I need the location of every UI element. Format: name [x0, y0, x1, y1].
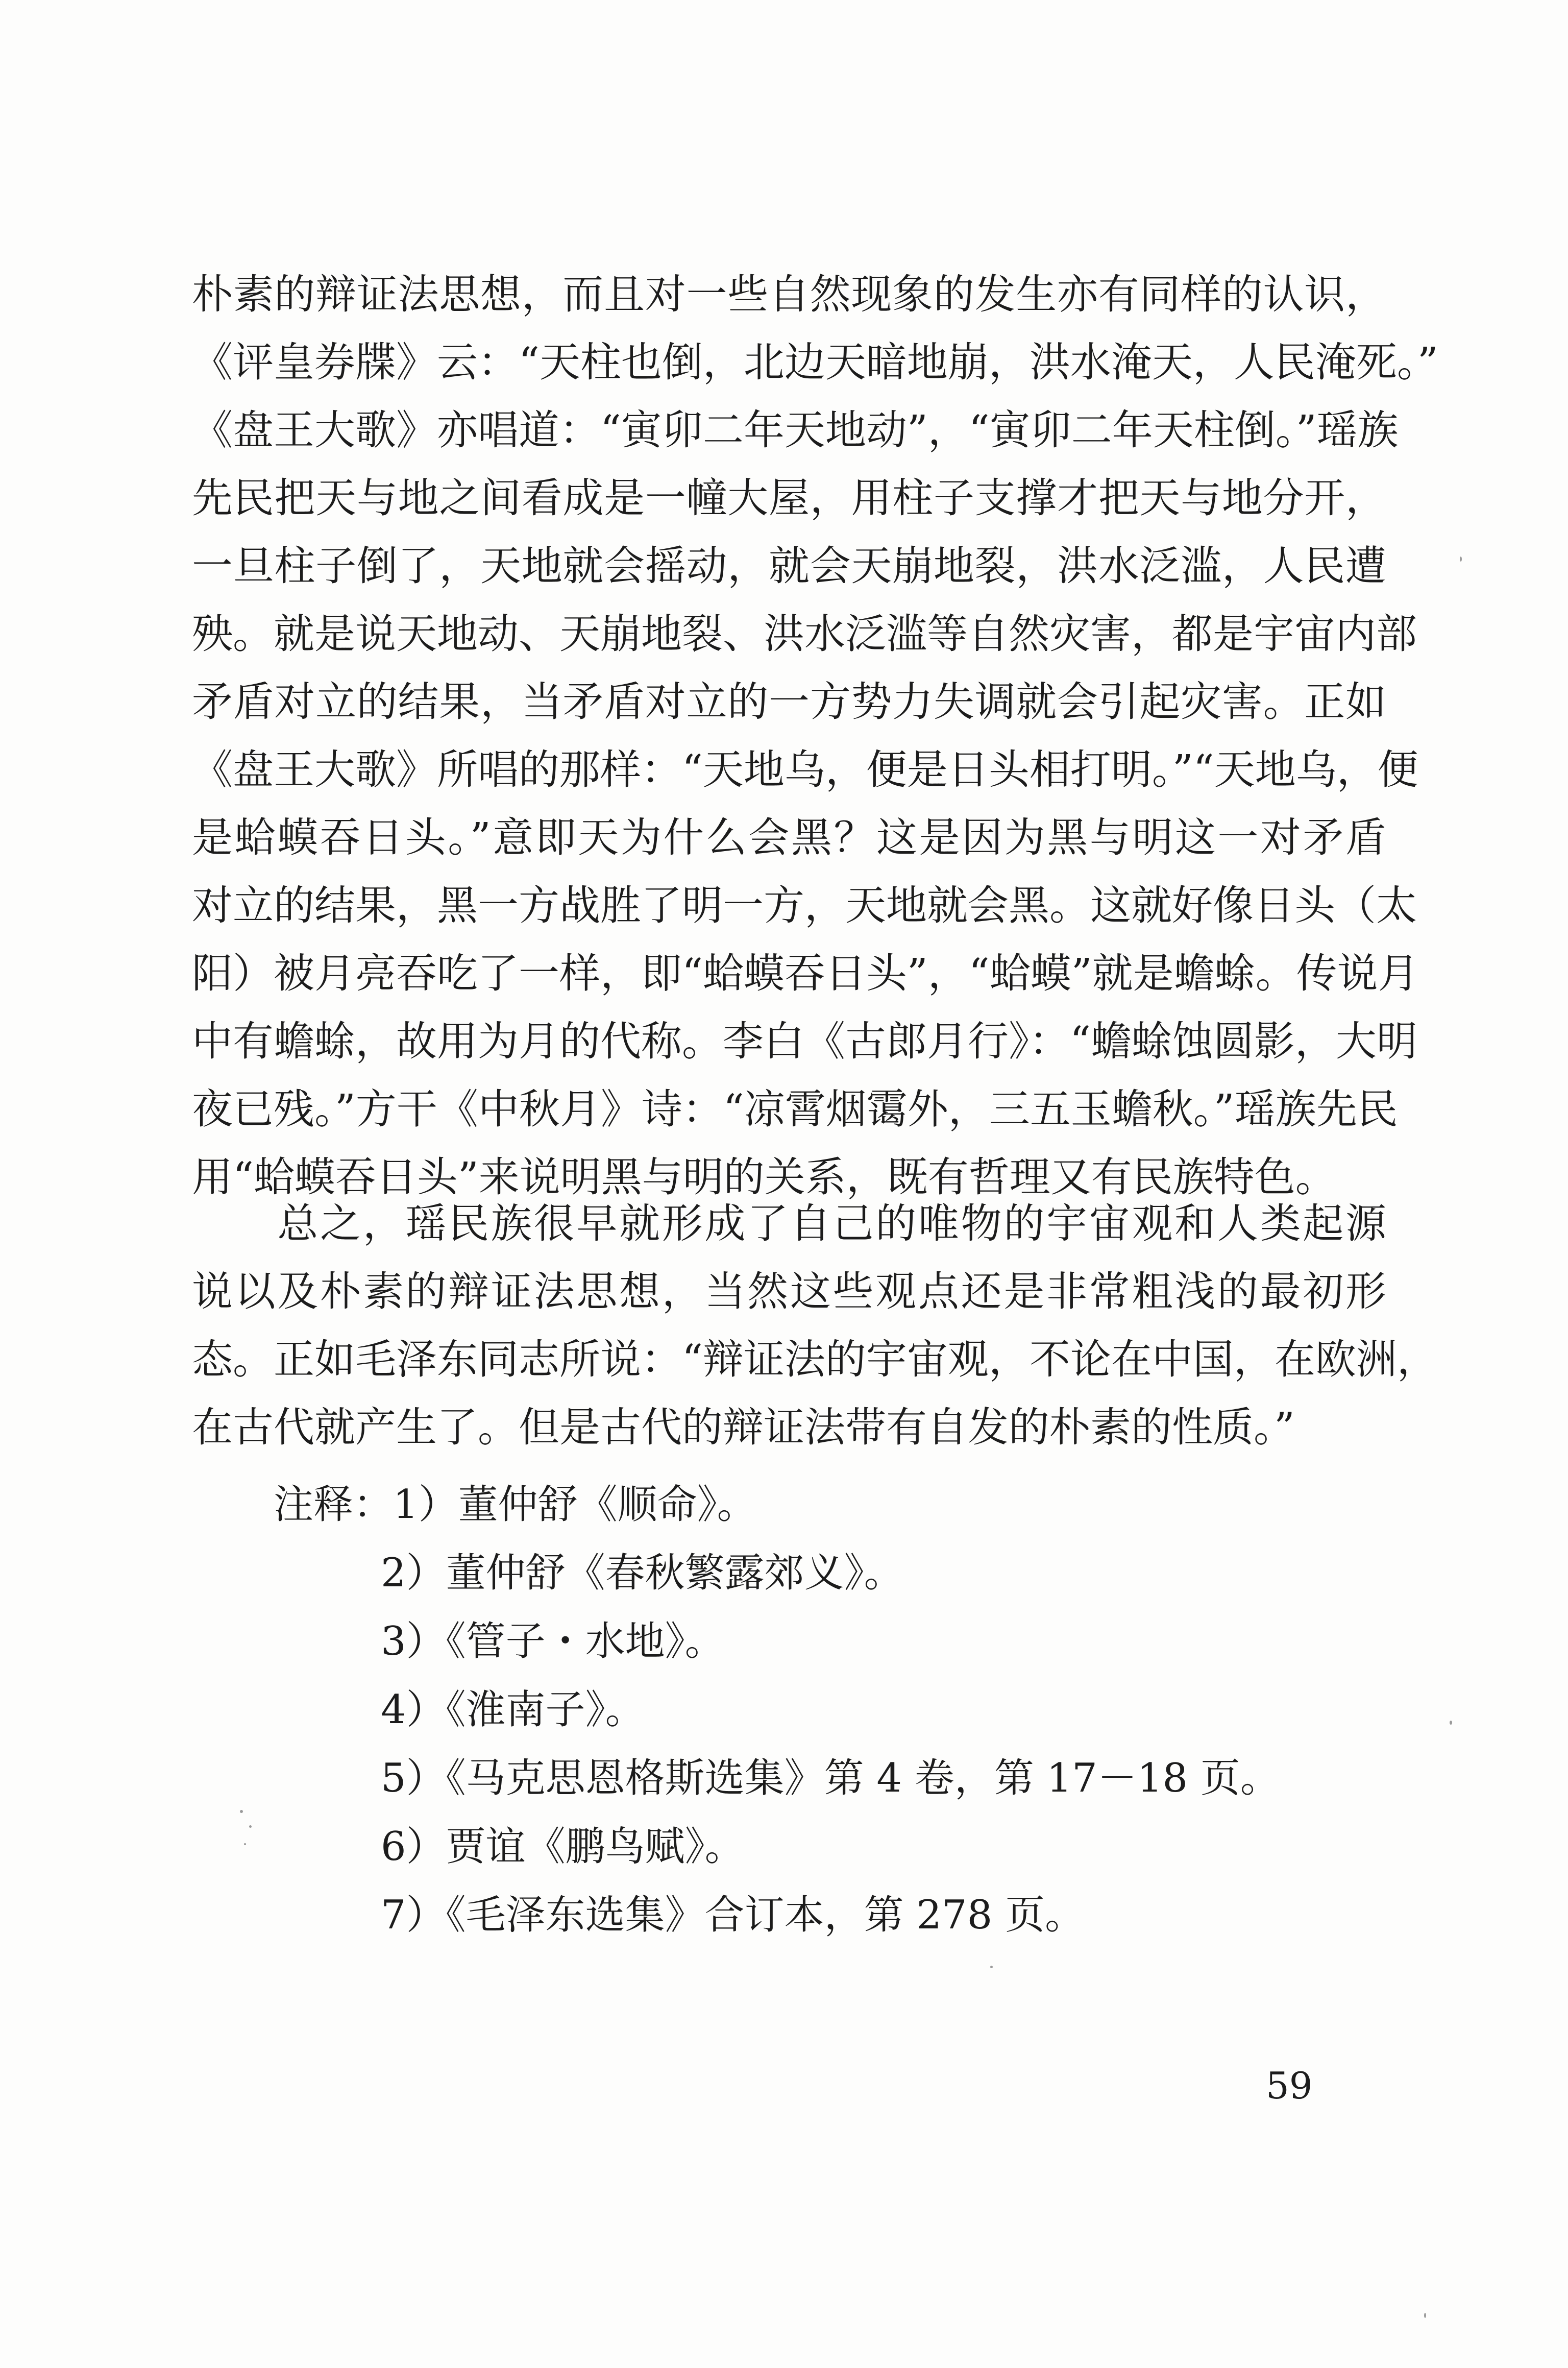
text-line: 《评皇券牒》云：“天柱也倒，北边天暗地崩，洪水淹天，人民淹死。”: [192, 339, 1438, 386]
page-number: 59: [1266, 2064, 1313, 2107]
note-item: 1）董仲舒《顺命》。: [393, 1482, 757, 1528]
text-line: 中有蟾蜍，故用为月的代称。李白《古郎月行》：“蟾蜍蚀圆影，大明: [192, 1018, 1417, 1065]
summary-paragraph: [192, 1190, 1438, 1461]
scan-speck: [1424, 2313, 1426, 2318]
note-item: 4）《淮南子》。: [381, 1687, 645, 1733]
text-line: 在古代就产生了。但是古代的辩证法带有自发的朴素的性质。”: [192, 1404, 1295, 1451]
note-item: 2）董仲舒《春秋繁露郊义》。: [381, 1550, 904, 1596]
note-item: 5）《马克思恩格斯选集》第 4 卷，第 17－18 页。: [381, 1755, 1280, 1801]
scan-speck: [1450, 1721, 1452, 1725]
note-item: 3）《管子・水地》。: [381, 1618, 725, 1664]
notes-label: 注释：: [274, 1482, 394, 1528]
text-line: 用“蛤蟆吞日头”来说明黑与明的关系，既有哲理又有民族特色。: [192, 1153, 1336, 1201]
scan-speck: [240, 1810, 243, 1813]
text-line: 阳）被月亮吞吃了一样，即“蛤蟆吞日头”，“蛤蟆”就是蟾蜍。传说月: [192, 950, 1419, 997]
text-line: 《盘王大歌》亦唱道：“寅卯二年天地动”，“寅卯二年天柱倒。”瑶族: [192, 406, 1399, 454]
text-line: 说以及朴素的辩证法思想，当然这些观点还是非常粗浅的最初形: [192, 1268, 1386, 1315]
scan-speck: [249, 1825, 252, 1828]
text-line: 朴素的辩证法思想，而且对一些自然现象的发生亦有同样的认识，: [192, 271, 1386, 318]
text-line: 总之，瑶民族很早就形成了自己的唯物的宇宙观和人类起源: [192, 1200, 1386, 1247]
text-line: 夜已残。”方干《中秋月》诗：“凉霄烟霭外，三五玉蟾秋。”瑶族先民: [192, 1085, 1398, 1133]
text-line: 态。正如毛泽东同志所说：“辩证法的宇宙观，不论在中国，在欧洲，: [192, 1336, 1438, 1383]
note-item: 6）贾谊《鹏鸟赋》。: [381, 1824, 745, 1870]
notes-section: [192, 1470, 1386, 1949]
text-line: 矛盾对立的结果，当矛盾对立的一方势力失调就会引起灾害。正如: [192, 678, 1386, 726]
text-line: 殃。就是说天地动、天崩地裂、洪水泛滥等自然灾害，都是宇宙内部: [192, 610, 1417, 658]
scan-speck: [244, 1843, 246, 1845]
scan-speck: [990, 1966, 993, 1968]
note-item: 7）《毛泽东选集》合订本，第 278 页。: [381, 1892, 1085, 1938]
text-line: 先民把天与地之间看成是一幢大屋，用柱子支撑才把天与地分开，: [192, 474, 1386, 522]
text-line: 对立的结果，黑一方战胜了明一方，天地就会黑。这就好像日头（太: [192, 882, 1417, 929]
text-line: 一旦柱子倒了，天地就会摇动，就会天崩地裂，洪水泛滥，人民遭: [192, 542, 1386, 590]
note-line-1: [192, 1470, 1386, 1539]
text-line: 《盘王大歌》所唱的那样：“天地乌，便是日头相打明。”“天地乌，便: [192, 746, 1418, 793]
scan-speck: [1460, 557, 1462, 562]
text-line: 是蛤蟆吞日头。”意即天为什么会黑？这是因为黑与明这一对矛盾: [192, 814, 1386, 861]
body-paragraph: [192, 260, 1438, 1211]
